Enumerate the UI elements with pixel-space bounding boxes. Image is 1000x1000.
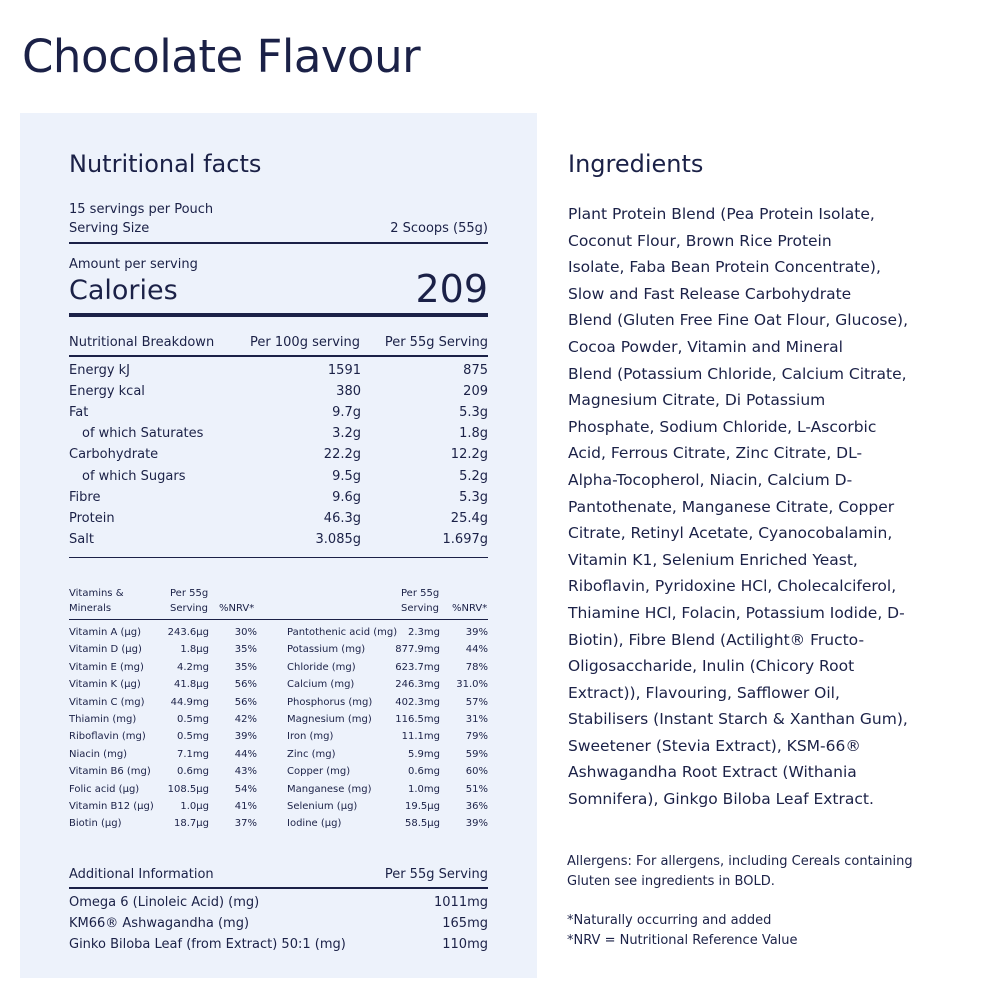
- ingredients-line: Pantothenate, Manganese Citrate, Copper: [568, 497, 895, 516]
- per55-value: 12.2g: [450, 447, 488, 463]
- vitamin-per55: 41.8µg: [174, 679, 209, 691]
- vitamin-per55: 108.5µg: [167, 783, 209, 795]
- breakdown-header-per55: Per 55g Serving: [384, 335, 488, 350]
- additional-value: 110mg: [442, 937, 488, 952]
- breakdown-row: [69, 511, 488, 532]
- breakdown-header-label: Nutritional Breakdown: [69, 335, 215, 350]
- vitamin-nrv: 41%: [234, 801, 257, 812]
- allergens-line: Allergens: For allergens, including Cereals containing: [567, 854, 913, 869]
- vitamin-name: Thiamin (mg): [69, 714, 137, 725]
- mineral-nrv: 59%: [465, 748, 488, 760]
- vitamins-row: [69, 818, 488, 835]
- vitamin-nrv: 42%: [234, 714, 257, 725]
- ingredients-line: Plant Protein Blend (Pea Protein Isolate,: [568, 205, 875, 223]
- divider: [69, 242, 488, 244]
- vitamin-nrv: 56%: [234, 679, 257, 691]
- vitamin-nrv: 35%: [234, 661, 257, 673]
- ingredients-heading: Ingredients: [568, 150, 704, 178]
- vitamins-row: [69, 627, 488, 644]
- mineral-per55: 11.1mg: [401, 731, 440, 743]
- mineral-name: Selenium (µg): [287, 801, 358, 812]
- serving-size-label: Serving Size: [69, 221, 150, 236]
- ingredients-line: Somnifera), Ginkgo Biloba Leaf Extract.: [568, 790, 874, 809]
- ingredients-line: Riboflavin, Pyridoxine HCl, Cholecalciferol,: [568, 577, 897, 596]
- additional-header-value: Per 55g Serving: [384, 867, 488, 882]
- vitamins-row: [69, 749, 488, 766]
- ingredients-line: Citrate, Retinyl Acetate, Cyanocobalamin,: [568, 524, 893, 543]
- mineral-name: Zinc (mg): [287, 748, 336, 760]
- thick-divider: [69, 313, 488, 317]
- breakdown-row: [69, 532, 488, 553]
- vitamins-row: [69, 644, 488, 661]
- ingredients-line: Oligosaccharide, Inulin (Chicory Root: [568, 657, 855, 676]
- mineral-nrv: 51%: [465, 783, 488, 795]
- ingredients-line: Thiamine HCl, Folacin, Potassium Iodide, D-: [568, 603, 905, 622]
- per55-value: 1.8g: [459, 426, 488, 442]
- per100-value: 22.2g: [323, 447, 361, 463]
- ingredients-line: Blend (Potassium Chloride, Calcium Citrate,: [568, 364, 907, 383]
- mineral-name: Iron (mg): [287, 731, 334, 743]
- vitamin-nrv: 37%: [234, 818, 257, 830]
- amount-per-serving: Amount per serving: [69, 257, 198, 272]
- ingredients-line: Cocoa Powder, Vitamin and Mineral: [568, 337, 843, 356]
- mineral-name: Copper (mg): [287, 766, 351, 778]
- vitamins-row: [69, 697, 488, 714]
- vitamins-row: [69, 731, 488, 748]
- ingredients-line: Phosphate, Sodium Chloride, L-Ascorbic: [568, 417, 877, 436]
- mineral-nrv: 39%: [465, 627, 488, 638]
- ingredients-line: Acid, Ferrous Citrate, Zinc Citrate, DL-: [568, 444, 863, 463]
- allergens-line: Gluten see ingredients in BOLD.: [567, 874, 775, 889]
- vitamins-row: [69, 714, 488, 731]
- divider: [69, 557, 488, 558]
- ingredients-line: Slow and Fast Release Carbohydrate: [568, 284, 852, 303]
- nutrient-name: Salt: [69, 531, 94, 547]
- serving-size-value: 2 Scoops (55g): [390, 221, 488, 236]
- vitamin-nrv: 54%: [234, 783, 257, 795]
- mineral-per55: 402.3mg: [395, 696, 440, 708]
- mineral-name: Pantothenic acid (mg): [287, 627, 398, 638]
- divider: [69, 887, 488, 889]
- vitamin-name: Niacin (mg): [69, 748, 128, 760]
- vitamin-name: Riboflavin (mg): [69, 731, 146, 743]
- vitamin-per55: 18.7µg: [174, 818, 209, 830]
- vitamin-nrv: 43%: [234, 766, 257, 778]
- nutrient-name: Fat: [69, 405, 89, 421]
- nutrient-name: Energy kJ: [69, 363, 131, 378]
- additional-label: Ginko Biloba Leaf (from Extract) 50:1 (mg): [69, 937, 346, 952]
- per55-line1: Per 55g: [401, 588, 440, 599]
- mineral-name: Potassium (mg): [287, 644, 366, 656]
- breakdown-row: [69, 490, 488, 511]
- per55-line1: Per 55g: [170, 588, 209, 599]
- ingredients-line: Alpha-Tocopherol, Niacin, Calcium D-: [568, 470, 853, 489]
- allergens-note: [567, 852, 937, 892]
- ingredients-line: Ashwagandha Root Extract (Withania: [568, 763, 857, 782]
- mineral-nrv: 31%: [465, 714, 488, 725]
- mineral-nrv: 60%: [465, 766, 488, 778]
- ingredients-text: [568, 201, 940, 813]
- per55-value: 25.4g: [450, 510, 488, 526]
- vitamins-header-line2: Minerals: [69, 603, 112, 614]
- mineral-per55: 1.0mg: [408, 783, 440, 795]
- vitamin-per55: 1.8µg: [180, 644, 209, 656]
- calories-label: Calories: [69, 275, 178, 306]
- vitamin-name: Vitamin B12 (µg): [69, 801, 154, 812]
- divider: [69, 619, 488, 620]
- vitamin-name: Folic acid (µg): [69, 783, 140, 795]
- mineral-nrv: 57%: [465, 696, 488, 708]
- additional-value: 1011mg: [434, 895, 488, 910]
- per55-value: 1.697g: [442, 531, 488, 547]
- vitamin-name: Vitamin C (mg): [69, 696, 145, 708]
- ingredients-line: Isolate, Faba Bean Protein Concentrate),: [568, 258, 881, 277]
- ingredients-line: Blend (Gluten Free Fine Oat Flour, Glucose),: [568, 311, 909, 330]
- mineral-nrv: 39%: [465, 818, 488, 830]
- per55-value: 5.3g: [459, 405, 488, 421]
- vitamin-per55: 4.2mg: [177, 661, 209, 673]
- breakdown-row: [69, 469, 488, 490]
- vitamins-row: [69, 766, 488, 783]
- vitamins-header-name: [69, 586, 124, 616]
- per100-value: 3.2g: [332, 426, 361, 442]
- per100-value: 380: [336, 384, 361, 400]
- vitamin-per55: 0.6mg: [177, 766, 209, 778]
- vitamins-header-per55-right: [401, 586, 439, 616]
- mineral-per55: 2.3mg: [408, 627, 440, 638]
- mineral-per55: 246.3mg: [395, 679, 440, 691]
- nutrient-name: Fibre: [69, 489, 101, 505]
- nutrient-name: Carbohydrate: [69, 447, 159, 463]
- nutrient-name: of which Sugars: [82, 468, 186, 484]
- vitamins-header-line1: Vitamins &: [69, 588, 124, 599]
- breakdown-header-per100: Per 100g serving: [250, 335, 360, 350]
- nutrient-name: of which Saturates: [82, 426, 204, 442]
- ingredients-line: Vitamin K1, Selenium Enriched Yeast,: [568, 550, 858, 569]
- vitamin-per55: 7.1mg: [177, 748, 209, 760]
- mineral-name: Iodine (µg): [287, 818, 342, 830]
- mineral-per55: 877.9mg: [395, 644, 440, 656]
- ingredients-line: Stabilisers (Instant Starch & Xanthan Gum),: [568, 710, 908, 729]
- vitamin-name: Vitamin E (mg): [69, 661, 144, 673]
- footnote-nrv: *NRV = Nutritional Reference Value: [567, 933, 798, 948]
- mineral-per55: 623.7mg: [395, 661, 440, 673]
- per100-value: 9.6g: [332, 489, 361, 505]
- mineral-nrv: 79%: [465, 731, 488, 743]
- per55-line2: Serving: [170, 603, 208, 614]
- vitamins-header-nrv-left: %NRV*: [219, 603, 255, 614]
- breakdown-row: [69, 426, 488, 447]
- per100-value: 1591: [327, 363, 361, 378]
- footnote-naturally-occurring: *Naturally occurring and added: [567, 913, 772, 928]
- vitamin-nrv: 56%: [234, 696, 257, 708]
- mineral-name: Manganese (mg): [287, 783, 372, 795]
- page-title: Chocolate Flavour: [22, 30, 421, 83]
- per55-line2: Serving: [401, 603, 439, 614]
- mineral-nrv: 44%: [465, 644, 488, 656]
- vitamins-row: [69, 662, 488, 679]
- per55-value: 875: [463, 363, 488, 378]
- additional-label: Omega 6 (Linoleic Acid) (mg): [69, 895, 260, 910]
- ingredients-line: Sweetener (Stevia Extract), KSM-66®: [568, 736, 861, 755]
- mineral-name: Calcium (mg): [287, 679, 355, 691]
- mineral-per55: 5.9mg: [408, 748, 440, 760]
- mineral-name: Magnesium (mg): [287, 714, 372, 725]
- mineral-per55: 58.5µg: [405, 818, 440, 830]
- vitamin-name: Vitamin A (µg): [69, 627, 142, 638]
- per100-value: 9.5g: [332, 468, 361, 484]
- vitamin-per55: 44.9mg: [170, 696, 209, 708]
- vitamins-row: [69, 801, 488, 818]
- nutrition-heading: Nutritional facts: [69, 150, 262, 178]
- per100-value: 3.085g: [315, 531, 361, 547]
- vitamin-per55: 0.5mg: [177, 731, 209, 743]
- additional-label: KM66® Ashwagandha (mg): [69, 916, 250, 931]
- mineral-nrv: 31.0%: [456, 679, 488, 691]
- per100-value: 46.3g: [323, 510, 361, 526]
- vitamin-per55: 1.0µg: [180, 801, 209, 812]
- mineral-nrv: 36%: [465, 801, 488, 812]
- vitamins-row: [69, 784, 488, 801]
- vitamin-name: Biotin (µg): [69, 818, 122, 830]
- mineral-nrv: 78%: [465, 661, 488, 673]
- vitamins-row: [69, 679, 488, 696]
- vitamin-per55: 0.5mg: [177, 714, 209, 725]
- vitamin-nrv: 35%: [234, 644, 257, 656]
- mineral-name: Chloride (mg): [287, 661, 356, 673]
- ingredients-line: Biotin), Fibre Blend (Actilight® Fructo-: [568, 630, 865, 649]
- per55-value: 5.2g: [459, 468, 488, 484]
- breakdown-row: [69, 447, 488, 468]
- nutrient-name: Energy kcal: [69, 384, 145, 400]
- vitamin-nrv: 44%: [234, 748, 257, 760]
- vitamin-nrv: 39%: [234, 731, 257, 743]
- vitamin-name: Vitamin B6 (mg): [69, 766, 151, 778]
- vitamins-header-nrv-right: %NRV*: [452, 603, 488, 614]
- vitamins-header-per55-left: [170, 586, 208, 616]
- breakdown-row: [69, 384, 488, 405]
- mineral-per55: 0.6mg: [408, 766, 440, 778]
- mineral-per55: 19.5µg: [405, 801, 440, 812]
- additional-row: [69, 937, 488, 958]
- vitamin-name: Vitamin D (µg): [69, 644, 142, 656]
- mineral-name: Phosphorus (mg): [287, 696, 373, 708]
- mineral-per55: 116.5mg: [395, 714, 440, 725]
- vitamin-nrv: 30%: [234, 627, 257, 638]
- ingredients-line: Extract)), Flavouring, Safflower Oil,: [568, 683, 840, 702]
- per55-value: 5.3g: [459, 489, 488, 505]
- per100-value: 9.7g: [332, 405, 361, 421]
- vitamin-per55: 243.6µg: [167, 627, 209, 638]
- ingredients-line: Coconut Flour, Brown Rice Protein: [568, 231, 832, 250]
- calories-value: 209: [415, 267, 488, 311]
- additional-header-label: Additional Information: [69, 867, 214, 882]
- per55-value: 209: [463, 384, 488, 400]
- nutrient-name: Protein: [69, 510, 115, 526]
- breakdown-row: [69, 363, 488, 384]
- breakdown-row: [69, 405, 488, 426]
- ingredients-line: Magnesium Citrate, Di Potassium: [568, 391, 826, 410]
- servings-per-pouch: 15 servings per Pouch: [69, 202, 214, 217]
- vitamin-name: Vitamin K (µg): [69, 679, 141, 691]
- additional-value: 165mg: [442, 916, 488, 931]
- additional-row: [69, 895, 488, 916]
- additional-row: [69, 916, 488, 937]
- divider: [69, 355, 488, 357]
